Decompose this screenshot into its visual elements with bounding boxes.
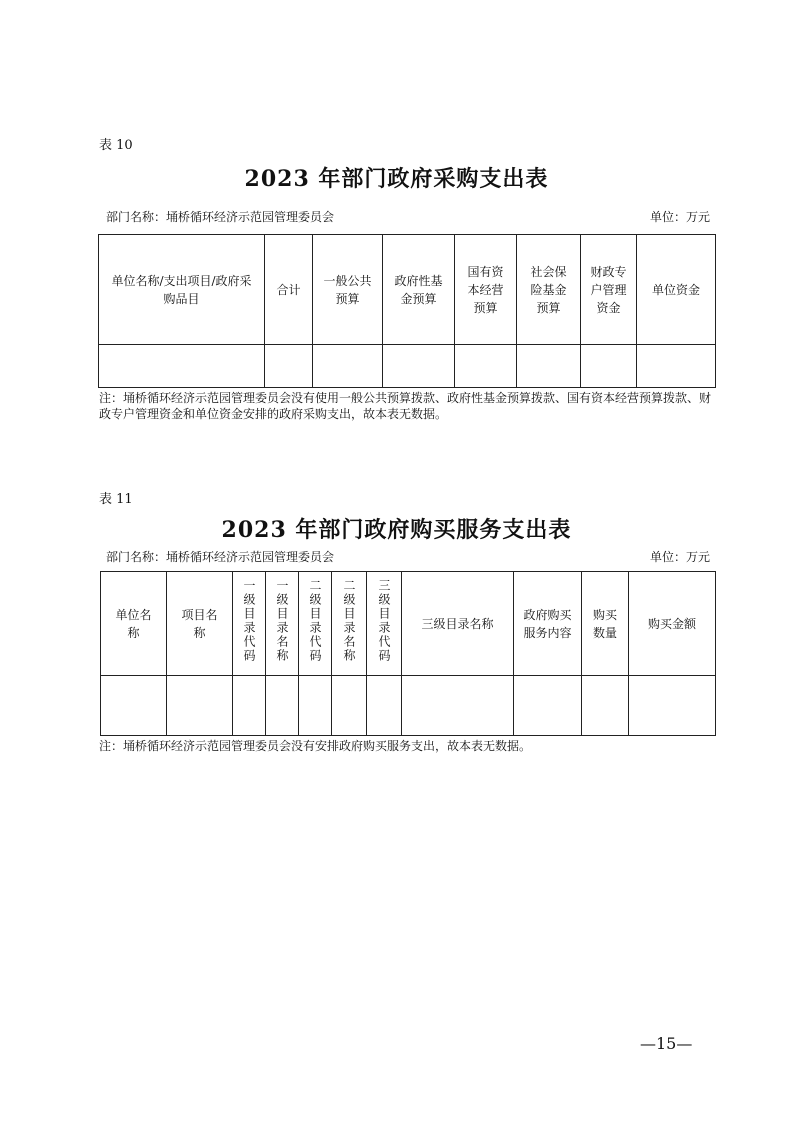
table11-header-cell: 一级目录名称 xyxy=(275,579,289,663)
table10-header-cell: 社会保险基金预算 xyxy=(517,235,581,345)
table10-header-cell: 一般公共预算 xyxy=(313,235,383,345)
table11-unit: 单位：万元 xyxy=(650,550,711,564)
table11-header-cell: 二级目录名称 xyxy=(342,579,356,663)
table10-header-cell: 政府性基金预算 xyxy=(383,235,455,345)
table11-header-cell: 项目名称 xyxy=(167,572,233,676)
table11-dept: 部门名称：埇桥循环经济示范园管理委员会 xyxy=(106,550,335,564)
table11-label: 表 11 xyxy=(99,492,133,507)
table11-header-cell: 购买数量 xyxy=(582,572,629,676)
table10-header-row xyxy=(99,235,716,345)
table10-data-row xyxy=(99,345,716,388)
page-number: —15— xyxy=(640,1034,693,1053)
table11-header-cell: 购买金额 xyxy=(629,572,716,676)
table11-header-row xyxy=(101,572,716,676)
table10-header-cell: 单位名称/支出项目/政府采购品目 xyxy=(99,235,265,345)
table11-header-cell: 单位名称 xyxy=(101,572,167,676)
table11-header-cell: 一级目录代码 xyxy=(242,579,256,663)
table10-grid xyxy=(98,234,716,388)
table10-header-cell: 财政专户管理资金 xyxy=(581,235,637,345)
table11-grid xyxy=(100,571,716,736)
table10-header-cell: 单位资金 xyxy=(637,235,716,345)
table10-title: 2023 年部门政府采购支出表 xyxy=(244,166,549,192)
table11-title: 2023 年部门政府购买服务支出表 xyxy=(221,517,572,543)
table11-header-cell: 二级目录代码 xyxy=(308,579,322,663)
table10-label: 表 10 xyxy=(99,138,133,153)
table10-dept: 部门名称：埇桥循环经济示范园管理委员会 xyxy=(106,210,335,224)
table11-header-cell: 三级目录代码 xyxy=(377,579,391,663)
table10-unit: 单位：万元 xyxy=(650,210,711,224)
table11-header-cell: 三级目录名称 xyxy=(402,572,514,676)
table11-header-cell: 政府购买服务内容 xyxy=(514,572,582,676)
table11-note: 注：埇桥循环经济示范园管理委员会没有安排政府购买服务支出，故本表无数据。 xyxy=(99,739,532,753)
table10-header-cell: 国有资本经营预算 xyxy=(455,235,517,345)
table11-data-row xyxy=(101,676,716,736)
table10-note: 注：埇桥循环经济示范园管理委员会没有使用一般公共预算拨款、政府性基金预算拨款、国有资本经营预算拨款、财政专户管理资金和单位资金安排的政府采购支出，故本表无数据。 xyxy=(99,391,712,421)
table10-header-cell: 合计 xyxy=(265,235,313,345)
